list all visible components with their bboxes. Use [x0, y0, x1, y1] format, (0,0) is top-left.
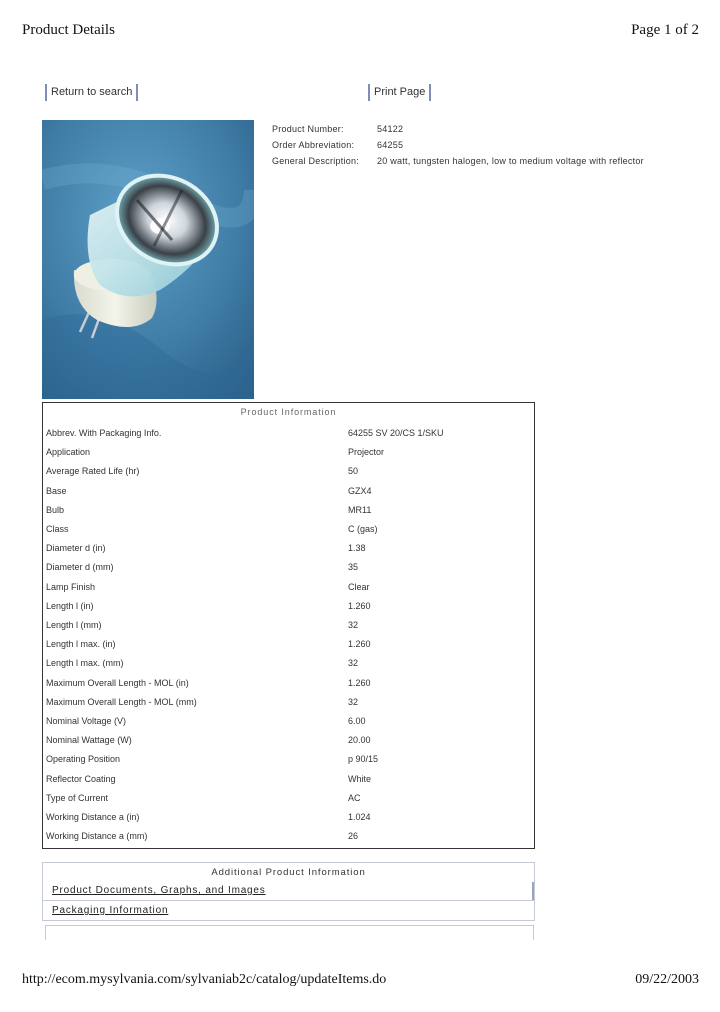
table-row [46, 620, 532, 635]
row-label: Diameter d (in) [46, 543, 106, 554]
row-label: Base [46, 485, 67, 496]
table-row [46, 697, 532, 712]
row-value: 32 [348, 620, 359, 630]
product-information-title: Product Information [240, 407, 337, 417]
row-label: Application [46, 447, 91, 458]
product-number-label: Product Number: [272, 124, 344, 134]
additional-info-title: Additional Product Information [211, 867, 366, 878]
page-number: Page 1 of 2 [631, 22, 699, 38]
row-label: Bulb [46, 504, 65, 515]
row-value: Projector [348, 447, 385, 458]
link-divider [43, 900, 534, 901]
row-value: 20.00 [348, 735, 371, 746]
product-number-row [272, 124, 404, 134]
description-row [272, 156, 644, 166]
link-divider [532, 882, 534, 901]
empty-panel [45, 925, 534, 940]
table-row [46, 524, 532, 539]
halogen-lamp-image [42, 120, 254, 399]
table-row [46, 754, 532, 769]
row-value: 1.260 [348, 677, 371, 688]
table-row [46, 466, 532, 481]
packaging-information-link[interactable]: Packaging Information [52, 905, 169, 916]
row-label: Maximum Overall Length - MOL (in) [46, 677, 189, 688]
table-row [46, 812, 532, 827]
print-page-button[interactable]: Print Page [368, 84, 431, 101]
row-label: Class [46, 524, 69, 534]
row-value: 50 [348, 466, 359, 477]
table-row [46, 601, 532, 616]
row-value: 1.38 [348, 543, 366, 554]
description-label: General Description: [272, 156, 360, 166]
row-value: AC [348, 792, 361, 803]
row-value: GZX4 [348, 485, 372, 496]
table-row [46, 447, 532, 462]
product-number-value: 54122 [377, 124, 404, 134]
row-value: 32 [348, 658, 359, 669]
table-row [46, 582, 532, 597]
table-row [46, 735, 532, 750]
row-label: Nominal Voltage (V) [46, 716, 127, 726]
footer-date: 09/22/2003 [635, 972, 699, 987]
additional-product-information [42, 862, 535, 921]
row-label: Abbrev. With Packaging Info. [46, 428, 162, 438]
row-value: White [348, 773, 372, 784]
table-row [46, 793, 532, 808]
row-value: 32 [348, 696, 359, 707]
row-label: Working Distance a (mm) [46, 831, 148, 842]
table-row [46, 774, 532, 789]
row-label: Diameter d (mm) [46, 562, 114, 573]
row-label: Working Distance a (in) [46, 812, 140, 822]
table-row [46, 831, 532, 846]
row-value: 6.00 [348, 716, 366, 726]
product-documents-link[interactable]: Product Documents, Graphs, and Images [52, 885, 266, 896]
table-row [46, 505, 532, 520]
footer-url: http://ecom.mysylvania.com/sylvaniab2c/catalog/updateItems.do [22, 972, 387, 987]
table-row [46, 428, 532, 443]
row-value: 1.260 [348, 600, 371, 611]
row-value: 1.260 [348, 639, 371, 650]
row-label: Length l (in) [46, 600, 94, 611]
table-row [46, 678, 532, 693]
row-value: 64255 SV 20/CS 1/SKU [348, 428, 444, 438]
description-value: 20 watt, tungsten halogen, low to medium voltage with reflector [377, 156, 644, 166]
row-label: Average Rated Life (hr) [46, 466, 140, 477]
table-row [46, 658, 532, 673]
row-label: Nominal Wattage (W) [46, 735, 132, 746]
row-label: Type of Current [46, 792, 109, 803]
table-row [46, 639, 532, 654]
page-title: Product Details [22, 22, 115, 38]
row-value: MR11 [348, 504, 372, 515]
return-to-search-button[interactable]: Return to search [45, 84, 138, 101]
table-row [46, 543, 532, 558]
row-value: 26 [348, 831, 359, 842]
table-row [46, 486, 532, 501]
row-label: Operating Position [46, 754, 121, 765]
row-label: Lamp Finish [46, 581, 96, 592]
row-label: Maximum Overall Length - MOL (mm) [46, 696, 197, 707]
table-row [46, 562, 532, 577]
row-label: Length l max. (mm) [46, 658, 124, 669]
order-abbrev-row [272, 140, 404, 150]
row-value: C (gas) [348, 524, 378, 534]
order-abbrev-label: Order Abbreviation: [272, 140, 355, 150]
row-value: p 90/15 [348, 754, 379, 765]
table-row [46, 716, 532, 731]
row-value: Clear [348, 581, 370, 592]
row-label: Length l max. (in) [46, 639, 116, 650]
product-information-table [42, 402, 535, 849]
order-abbrev-value: 64255 [377, 140, 404, 150]
row-value: 35 [348, 562, 359, 573]
row-label: Length l (mm) [46, 620, 102, 630]
row-value: 1.024 [348, 812, 371, 822]
row-label: Reflector Coating [46, 773, 116, 784]
product-photo [42, 120, 254, 399]
